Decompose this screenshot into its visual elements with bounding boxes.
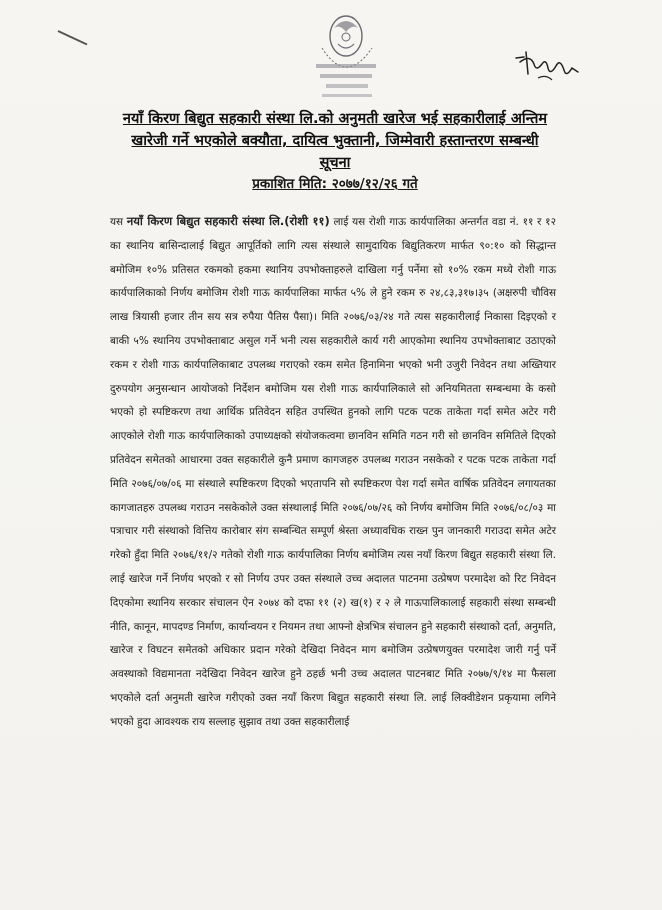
published-date-text: प्रकाशित मिति: २०७७/१२/२६ गते: [252, 176, 418, 192]
notice-heading: [100, 108, 570, 174]
heading-line-2: खारेजी गर्ने भएकोले बक्यौता, दायित्व भुक्तानी, जिम्मेवारी हस्तान्तरण सम्बन्धी: [131, 133, 539, 149]
body-paragraph: लाई यस रोशी गाऊ कार्यपालिका अन्तर्गत वडा नं. ११ र १२ का स्थानिय बासिन्दालाई बिद्युत आपूर्तिको लागि त्यस संस्थाले सामुदायिक बिद्युतिकरण मार्फत ९०:१० को सिद्धान्त बमोजिम १०% प्रतिसत रकमको हकमा स्थानिय उपभोक्ताहरुले दाखिला गर्नु पर्नेमा सो १०% रकम मध्ये रोशी गाऊ कार्यपालिकाको निर्णय बमोजिम रोशी गाऊ कार्यपालिका मार्फत ५% ले हुने रकम रु २४,८३,३१७।३५ (अक्षरुपी चौविस लाख त्रियासी हजार तीन सय सत्र रुपैया पैतिस पैसा)। मिति २०७६/०३/२४ गते त्यस सहकारीलाई निकासा दिइएको र बाकी ५% स्थानिय उपभोक्ताबाट असुल गर्ने भनी त्यस सहकारीले कार्य गरी आएकोमा स्थानिय उपभोक्ताबाट उठाएको रकम र रोशी गाऊ कार्यपालिकाबाट उपलब्ध गराएको रकम समेत हिनामिना भएको भनी उजुरी निवेदन तथा अख्तियार दुरुपयोग अनुसन्धान आयोजको निर्देशन बमोजिम यस रोशी गाऊ कार्यपालिकाले सो अनियमितता सम्बन्धमा के कसो भएको हो स्पष्टिकरण तथा आर्थिक प्रतिवेदन सहित उपस्थित हुनको लागि पटक पटक ताकेता गर्दा समेत अटेर गरी आएकोले रोशी गाऊ कार्यपालिकाको उपाध्यक्षको संयोजकत्वमा छानविन समिति गठन गरी सो छानविन समितिले दिएको प्रतिवेदन समेतको आधारमा उक्त सहकारीले कुनै प्रमाण कागजहरु उपलब्ध गराउन नसकेको र पटक पटक ताकेता गर्दा मिति २०७६/०७/०६ मा संस्थाले स्पष्टिकरण दिएको भएतापनि सो स्पष्टिकरण पेश गर्दा समेत वार्षिक प्रतिवेदन लगायतका कागजातहरु उपलब्ध गराउन नसकेकोले उक्त संस्थालाई मिति २०७६/०७/२६ को निर्णय बमोजिम मिति २०७६/०८/०३ मा पत्राचार गरी संस्थाको वित्तिय कारोबार संग सम्बन्धित सम्पूर्ण श्रेस्ता अध्यावधिक राख्न पुन जानकारी गराउदा समेत अटेर गरेको हुँदा मिति २०७६/११/२ गतेको रोशी गाऊ कार्यपालिका निर्णय बमोजिम त्यस नयाँ किरण बिद्युत सहकारी संस्था लि. लाई खारेज गर्ने निर्णय भएको र सो निर्णय उपर उक्त संस्थाले उच्च अदालत पाटनमा उत्प्रेषण परमादेश को रिट निवेदन दिएकोमा स्थानिय सरकार संचालन ऐन २०७४ को दफा ११ (२) ख(१) र २ ले गाऊपालिकालाई सहकारी संस्था सम्बन्धी नीति, कानून, मापदण्ड निर्माण, कार्यान्वयन र नियमन तथा आफ्नो क्षेत्रभित्र संचालन हुने सहकारी संस्थाको दर्ता, अनुमति, खारेज र विघटन समेतको अधिकार प्रदान गरेको देखिदा निवेदन माग बमोजिम उत्प्रेषणयुक्त परमादेश जारी गर्नु पर्ने अवस्थाको विद्यमानता नदेखिदा निवेदन खारेज हुने ठहर्छ भनी उच्च अदालत पाटनबाट मिति २०७७/९/१४ मा फैसला भएकोले दर्ता अनुमती खारेज गरीएको उक्त नयाँ किरण बिद्युत सहकारी संस्था लि. लाई लिक्वीडेशन प्रकृयामा लगिने भएको हुदा आवश्यक राय सल्लाह सुझाव तथा उक्त सहकारीलाई: [110, 216, 556, 728]
heading-notice-word: सूचना: [319, 155, 351, 171]
notice-body: [110, 210, 556, 735]
heading-line-1: नयाँ किरण बिद्युत सहकारी संस्था लि.को अनुमती खारेज भई सहकारीलाई अन्तिम: [122, 111, 548, 127]
published-date: [100, 174, 570, 192]
cooperative-name: नयाँ किरण बिद्युत सहकारी संस्था लि.(रोशी ११): [126, 214, 330, 228]
handwritten-signature: [512, 48, 582, 88]
government-emblem-seal: [300, 8, 392, 106]
body-lead: यस: [110, 216, 124, 228]
pen-mark: [58, 30, 88, 45]
